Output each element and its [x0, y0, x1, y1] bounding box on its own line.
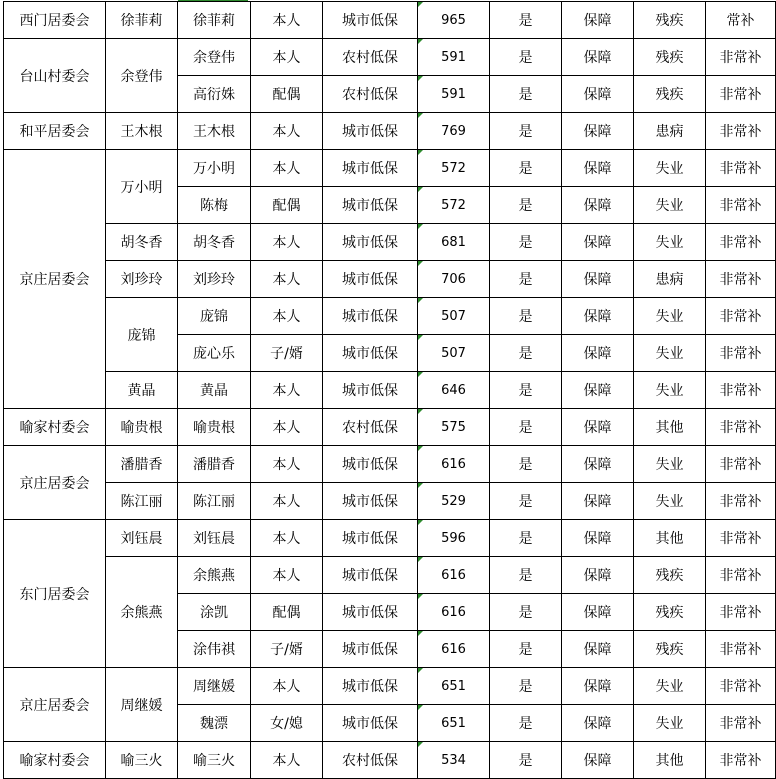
subsidy-cell[interactable]: 非常补 [706, 705, 776, 742]
community-cell[interactable]: 喻家村委会 [4, 742, 106, 779]
member-cell[interactable]: 庞锦 [178, 298, 251, 335]
applicant-cell[interactable]: 王木根 [106, 113, 178, 150]
community-cell[interactable]: 西门居委会 [4, 2, 106, 39]
category-cell[interactable]: 城市低保 [323, 668, 418, 705]
table-row [4, 483, 776, 520]
applicant-cell[interactable]: 刘珍玲 [106, 261, 178, 298]
reason-cell[interactable]: 失业 [634, 483, 706, 520]
reason-cell[interactable]: 失业 [634, 335, 706, 372]
subsidy-cell[interactable]: 非常补 [706, 298, 776, 335]
member-cell[interactable]: 胡冬香 [178, 224, 251, 261]
category-cell[interactable]: 城市低保 [323, 594, 418, 631]
type-cell[interactable]: 保障 [562, 261, 634, 298]
member-cell[interactable]: 黄晶 [178, 372, 251, 409]
flag-cell[interactable]: 是 [490, 631, 562, 668]
category-cell[interactable]: 城市低保 [323, 261, 418, 298]
type-cell[interactable]: 保障 [562, 594, 634, 631]
amount-cell[interactable]: 591 [418, 76, 490, 113]
community-cell[interactable]: 京庄居委会 [4, 668, 106, 742]
category-cell[interactable]: 城市低保 [323, 335, 418, 372]
amount-cell[interactable]: 646 [418, 372, 490, 409]
community-cell[interactable]: 京庄居委会 [4, 446, 106, 520]
relation-cell[interactable]: 本人 [251, 298, 323, 335]
member-cell[interactable]: 刘钰晨 [178, 520, 251, 557]
reason-cell[interactable]: 其他 [634, 742, 706, 779]
amount-cell[interactable]: 616 [418, 594, 490, 631]
table-row [4, 520, 776, 557]
table-row [4, 2, 776, 39]
applicant-cell[interactable]: 黄晶 [106, 372, 178, 409]
table-row [4, 372, 776, 409]
relation-cell[interactable]: 本人 [251, 409, 323, 446]
member-cell[interactable]: 潘腊香 [178, 446, 251, 483]
subsidy-cell[interactable]: 非常补 [706, 557, 776, 594]
reason-cell[interactable]: 残疾 [634, 2, 706, 39]
category-cell[interactable]: 城市低保 [323, 224, 418, 261]
type-cell[interactable]: 保障 [562, 298, 634, 335]
applicant-cell[interactable]: 陈江丽 [106, 483, 178, 520]
reason-cell[interactable]: 患病 [634, 261, 706, 298]
reason-cell[interactable]: 失业 [634, 298, 706, 335]
relation-cell[interactable]: 女/媳 [251, 705, 323, 742]
type-cell[interactable]: 保障 [562, 742, 634, 779]
category-cell[interactable]: 农村低保 [323, 409, 418, 446]
table-row [4, 261, 776, 298]
flag-cell[interactable]: 是 [490, 446, 562, 483]
flag-cell[interactable]: 是 [490, 557, 562, 594]
category-cell[interactable]: 城市低保 [323, 150, 418, 187]
category-cell[interactable]: 城市低保 [323, 446, 418, 483]
category-cell[interactable]: 农村低保 [323, 742, 418, 779]
type-cell[interactable]: 保障 [562, 39, 634, 76]
type-cell[interactable]: 保障 [562, 187, 634, 224]
flag-cell[interactable]: 是 [490, 224, 562, 261]
relation-cell[interactable]: 本人 [251, 668, 323, 705]
relation-cell[interactable]: 配偶 [251, 76, 323, 113]
amount-cell[interactable]: 572 [418, 187, 490, 224]
type-cell[interactable]: 保障 [562, 631, 634, 668]
member-cell[interactable]: 陈江丽 [178, 483, 251, 520]
community-cell[interactable]: 京庄居委会 [4, 150, 106, 409]
flag-cell[interactable]: 是 [490, 2, 562, 39]
amount-cell[interactable]: 529 [418, 483, 490, 520]
applicant-cell[interactable]: 喻贵根 [106, 409, 178, 446]
subsidy-cell[interactable]: 非常补 [706, 520, 776, 557]
amount-cell[interactable]: 534 [418, 742, 490, 779]
member-cell[interactable]: 王木根 [178, 113, 251, 150]
applicant-cell[interactable]: 余熊燕 [106, 557, 178, 668]
category-cell[interactable]: 城市低保 [323, 631, 418, 668]
category-cell[interactable]: 城市低保 [323, 113, 418, 150]
category-cell[interactable]: 城市低保 [323, 483, 418, 520]
type-cell[interactable]: 保障 [562, 150, 634, 187]
type-cell[interactable]: 保障 [562, 705, 634, 742]
flag-cell[interactable]: 是 [490, 113, 562, 150]
community-cell[interactable]: 台山村委会 [4, 39, 106, 113]
member-cell[interactable]: 余熊燕 [178, 557, 251, 594]
subsidy-cell[interactable]: 非常补 [706, 631, 776, 668]
subsidy-cell[interactable]: 非常补 [706, 668, 776, 705]
table-row [4, 409, 776, 446]
subsidy-cell[interactable]: 非常补 [706, 483, 776, 520]
subsidy-cell[interactable]: 非常补 [706, 742, 776, 779]
subsidy-cell[interactable]: 非常补 [706, 150, 776, 187]
amount-cell[interactable]: 575 [418, 409, 490, 446]
relation-cell[interactable]: 本人 [251, 372, 323, 409]
table-row [4, 224, 776, 261]
subsidy-cell[interactable]: 非常补 [706, 446, 776, 483]
relation-cell[interactable]: 本人 [251, 224, 323, 261]
table-row [4, 742, 776, 779]
table-row [4, 298, 776, 335]
amount-cell[interactable]: 651 [418, 668, 490, 705]
relation-cell[interactable]: 子/婿 [251, 335, 323, 372]
amount-cell[interactable]: 591 [418, 39, 490, 76]
amount-cell[interactable]: 651 [418, 705, 490, 742]
applicant-cell[interactable]: 刘钰晨 [106, 520, 178, 557]
amount-cell[interactable]: 507 [418, 335, 490, 372]
relation-cell[interactable]: 配偶 [251, 594, 323, 631]
type-cell[interactable]: 保障 [562, 483, 634, 520]
relation-cell[interactable]: 本人 [251, 520, 323, 557]
member-cell[interactable]: 周继媛 [178, 668, 251, 705]
member-cell[interactable]: 庞心乐 [178, 335, 251, 372]
reason-cell[interactable]: 残疾 [634, 557, 706, 594]
type-cell[interactable]: 保障 [562, 668, 634, 705]
relation-cell[interactable]: 本人 [251, 2, 323, 39]
flag-cell[interactable]: 是 [490, 187, 562, 224]
amount-cell[interactable]: 706 [418, 261, 490, 298]
amount-cell[interactable]: 507 [418, 298, 490, 335]
data-table [3, 1, 776, 779]
reason-cell[interactable]: 失业 [634, 705, 706, 742]
flag-cell[interactable]: 是 [490, 335, 562, 372]
community-cell[interactable]: 东门居委会 [4, 520, 106, 668]
amount-cell[interactable]: 616 [418, 631, 490, 668]
member-cell[interactable]: 高衍姝 [178, 76, 251, 113]
relation-cell[interactable]: 本人 [251, 446, 323, 483]
flag-cell[interactable]: 是 [490, 298, 562, 335]
reason-cell[interactable]: 失业 [634, 668, 706, 705]
relation-cell[interactable]: 本人 [251, 39, 323, 76]
member-cell[interactable]: 魏漂 [178, 705, 251, 742]
subsidy-cell[interactable]: 非常补 [706, 224, 776, 261]
category-cell[interactable]: 农村低保 [323, 39, 418, 76]
subsidy-cell[interactable]: 非常补 [706, 335, 776, 372]
community-cell[interactable]: 喻家村委会 [4, 409, 106, 446]
reason-cell[interactable]: 失业 [634, 187, 706, 224]
table-row [4, 150, 776, 187]
flag-cell[interactable]: 是 [490, 705, 562, 742]
type-cell[interactable]: 保障 [562, 2, 634, 39]
member-cell[interactable]: 涂凯 [178, 594, 251, 631]
applicant-cell[interactable]: 万小明 [106, 150, 178, 224]
category-cell[interactable]: 城市低保 [323, 372, 418, 409]
flag-cell[interactable]: 是 [490, 150, 562, 187]
amount-cell[interactable]: 616 [418, 446, 490, 483]
subsidy-cell[interactable]: 常补 [706, 2, 776, 39]
applicant-cell[interactable]: 潘腊香 [106, 446, 178, 483]
reason-cell[interactable]: 失业 [634, 224, 706, 261]
member-cell[interactable]: 万小明 [178, 150, 251, 187]
type-cell[interactable]: 保障 [562, 335, 634, 372]
reason-cell[interactable]: 残疾 [634, 631, 706, 668]
community-cell[interactable]: 和平居委会 [4, 113, 106, 150]
reason-cell[interactable]: 残疾 [634, 76, 706, 113]
table-row [4, 39, 776, 76]
reason-cell[interactable]: 其他 [634, 409, 706, 446]
flag-cell[interactable]: 是 [490, 594, 562, 631]
relation-cell[interactable]: 本人 [251, 742, 323, 779]
type-cell[interactable]: 保障 [562, 113, 634, 150]
flag-cell[interactable]: 是 [490, 520, 562, 557]
type-cell[interactable]: 保障 [562, 557, 634, 594]
relation-cell[interactable]: 本人 [251, 150, 323, 187]
type-cell[interactable]: 保障 [562, 520, 634, 557]
subsidy-cell[interactable]: 非常补 [706, 39, 776, 76]
subsidy-cell[interactable]: 非常补 [706, 594, 776, 631]
member-cell[interactable]: 喻贵根 [178, 409, 251, 446]
relation-cell[interactable]: 配偶 [251, 187, 323, 224]
type-cell[interactable]: 保障 [562, 76, 634, 113]
amount-cell[interactable]: 769 [418, 113, 490, 150]
subsidy-cell[interactable]: 非常补 [706, 113, 776, 150]
applicant-cell[interactable]: 余登伟 [106, 39, 178, 113]
member-cell[interactable]: 陈梅 [178, 187, 251, 224]
table-row [4, 668, 776, 705]
category-cell[interactable]: 城市低保 [323, 520, 418, 557]
type-cell[interactable]: 保障 [562, 446, 634, 483]
applicant-cell[interactable]: 周继媛 [106, 668, 178, 742]
flag-cell[interactable]: 是 [490, 668, 562, 705]
category-cell[interactable]: 城市低保 [323, 557, 418, 594]
flag-cell[interactable]: 是 [490, 483, 562, 520]
relation-cell[interactable]: 本人 [251, 557, 323, 594]
relation-cell[interactable]: 本人 [251, 261, 323, 298]
flag-cell[interactable]: 是 [490, 76, 562, 113]
subsidy-cell[interactable]: 非常补 [706, 76, 776, 113]
category-cell[interactable]: 城市低保 [323, 705, 418, 742]
category-cell[interactable]: 城市低保 [323, 2, 418, 39]
type-cell[interactable]: 保障 [562, 224, 634, 261]
applicant-cell[interactable]: 庞锦 [106, 298, 178, 372]
subsidy-cell[interactable]: 非常补 [706, 372, 776, 409]
subsidy-cell[interactable]: 非常补 [706, 261, 776, 298]
subsidy-cell[interactable]: 非常补 [706, 409, 776, 446]
table-row [4, 446, 776, 483]
amount-cell[interactable]: 681 [418, 224, 490, 261]
reason-cell[interactable]: 患病 [634, 113, 706, 150]
member-cell[interactable]: 喻三火 [178, 742, 251, 779]
relation-cell[interactable]: 子/婿 [251, 631, 323, 668]
flag-cell[interactable]: 是 [490, 39, 562, 76]
reason-cell[interactable]: 其他 [634, 520, 706, 557]
member-cell[interactable]: 涂伟祺 [178, 631, 251, 668]
amount-cell[interactable]: 572 [418, 150, 490, 187]
reason-cell[interactable]: 残疾 [634, 594, 706, 631]
subsidy-cell[interactable]: 非常补 [706, 187, 776, 224]
amount-cell[interactable]: 616 [418, 557, 490, 594]
table-row [4, 113, 776, 150]
category-cell[interactable]: 城市低保 [323, 187, 418, 224]
applicant-cell[interactable]: 徐菲莉 [106, 2, 178, 39]
member-cell[interactable]: 刘珍玲 [178, 261, 251, 298]
reason-cell[interactable]: 失业 [634, 150, 706, 187]
relation-cell[interactable]: 本人 [251, 483, 323, 520]
reason-cell[interactable]: 残疾 [634, 39, 706, 76]
applicant-cell[interactable]: 胡冬香 [106, 224, 178, 261]
flag-cell[interactable]: 是 [490, 261, 562, 298]
member-cell[interactable]: 余登伟 [178, 39, 251, 76]
flag-cell[interactable]: 是 [490, 742, 562, 779]
type-cell[interactable]: 保障 [562, 409, 634, 446]
flag-cell[interactable]: 是 [490, 409, 562, 446]
applicant-cell[interactable]: 喻三火 [106, 742, 178, 779]
relation-cell[interactable]: 本人 [251, 113, 323, 150]
table-row [4, 557, 776, 594]
member-cell[interactable]: 徐菲莉 [178, 2, 251, 39]
amount-cell[interactable]: 596 [418, 520, 490, 557]
reason-cell[interactable]: 失业 [634, 372, 706, 409]
type-cell[interactable]: 保障 [562, 372, 634, 409]
category-cell[interactable]: 城市低保 [323, 298, 418, 335]
reason-cell[interactable]: 失业 [634, 446, 706, 483]
category-cell[interactable]: 农村低保 [323, 76, 418, 113]
flag-cell[interactable]: 是 [490, 372, 562, 409]
amount-cell[interactable]: 965 [418, 2, 490, 39]
